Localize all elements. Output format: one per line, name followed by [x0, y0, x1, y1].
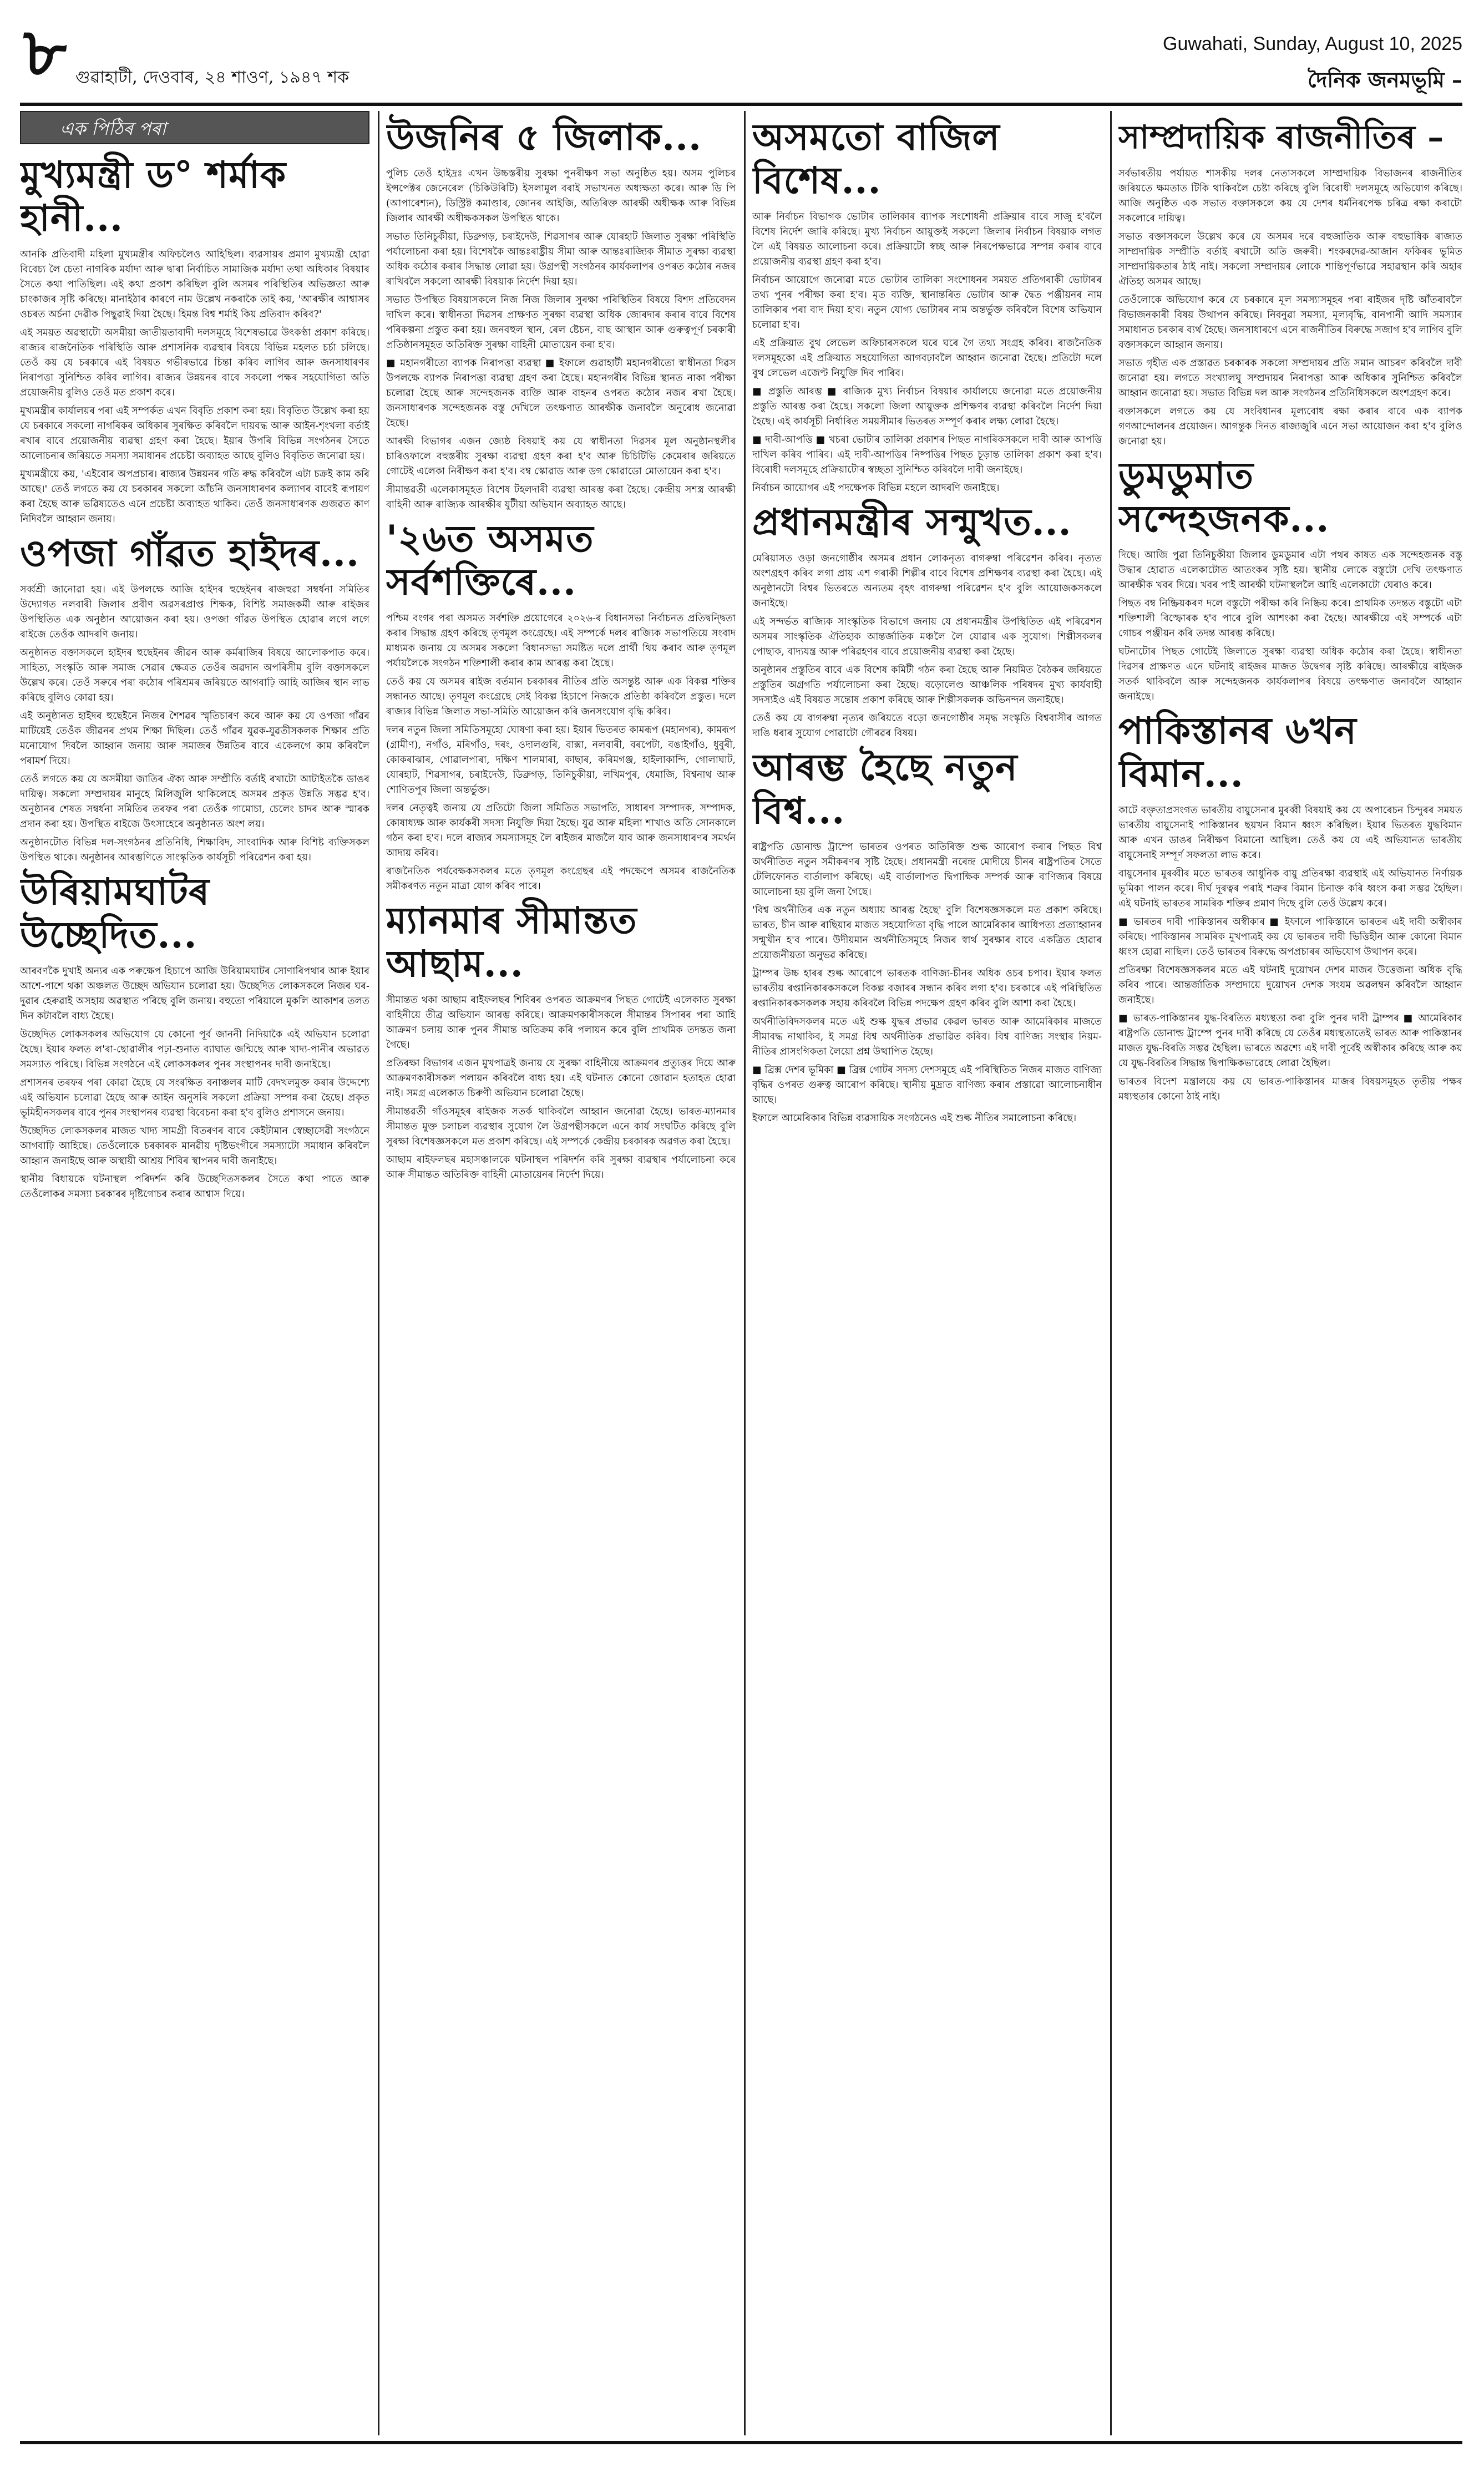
article-headline: সাম্প্ৰদায়িক ৰাজনীতিৰ – [1118, 118, 1445, 156]
header-divider [20, 103, 1462, 106]
article-voter-list [752, 115, 1102, 496]
article-uriamghat [20, 870, 369, 1202]
article-paragraph: এই সময়ত অৱস্থাটো অসমীয়া জাতীয়তাবাদী দলসমূহে বিশেষভাৱে উৎকণ্ঠা প্ৰকাশ কৰিছে। ৰাজ্যৰ ৰাজনৈতিক পৰিস্থিতি আৰু প্ৰশাসনিক ব্যৱস্থাৰ বিষয়ে বিভিন্ন মহলত চৰ্চা চলিছে। তেওঁ কয় যে চৰকাৰে এই বিষয়ত গভীৰভাৱে চিন্তা কৰিব লাগিব আৰু জনসাধাৰণৰ নিৰাপত্তা সুনিশ্চিত কৰিব লাগিব। ৰাজ্যৰ উন্নয়নৰ বাবে সকলো পক্ষৰ সহযোগিতা অতি প্ৰয়োজনীয় বুলিও তেওঁ মত প্ৰকাশ কৰে। [20, 327, 369, 398]
column-4 [1118, 111, 1462, 2435]
article-headline: প্ৰধানমন্ত্ৰীৰ সন্মুখত... [752, 500, 1072, 544]
article-cm-sharma [20, 153, 369, 527]
article-paragraph: এই অনুষ্ঠানত হাইদৰ হুছেইনে নিজৰ শৈশৱৰ স্মৃতিচাৰণ কৰে আৰু কয় যে ওপজা গাঁৱৰ মাটিয়েই তেওঁক জীৱনৰ প্ৰথম শিক্ষা দিছিল। তেওঁ গাঁৱৰ যুৱক-যুৱতীসকলক শিক্ষাৰ প্ৰতি মনোযোগ দিবলৈ আহ্বান জনায় আৰু সমাজৰ উন্নতিৰ বাবে একেলগে কাম কৰিবলৈ পৰামৰ্শ দিয়ে। [20, 711, 369, 767]
article-paragraph: প্ৰতিৰক্ষা বিশেষজ্ঞসকলৰ মতে এই ঘটনাই দুয়োখন দেশৰ মাজৰ উত্তেজনা অধিক বৃদ্ধি কৰিব পাৰে। আন্তৰ্জাতিক সম্প্ৰদায়ে দুয়োখন দেশক সংযম অৱলম্বন কৰিবলৈ আহ্বান জনাইছে। [1118, 965, 1462, 1006]
article-paragraph: সীমান্তৱৰ্তী এলেকাসমূহত বিশেষ টহলদাৰী ব্যৱস্থা আৰম্ভ কৰা হৈছে। কেন্দ্ৰীয় সশস্ত্ৰ আৰক্ষী বাহিনী আৰু ৰাজ্যিক আৰক্ষীৰ যুটীয়া অভিযান অব্যাহত আছে। [386, 484, 736, 510]
article-paragraph: অৰ্থনীতিবিদসকলৰ মতে এই শুল্ক যুদ্ধৰ প্ৰভাৱ কেৱল ভাৰত আৰু আমেৰিকাৰ মাজতে সীমাবদ্ধ নাথাকিব, ই সমগ্ৰ বিশ্ব অৰ্থনীতিক প্ৰভাৱিত কৰিব। বিশ্ব বাণিজ্য সংস্থাৰ নিয়ম-নীতিৰ প্ৰাসংগিকতা লৈয়ো প্ৰশ্ন উত্থাপিত হৈছে। [752, 1016, 1102, 1057]
column-3 [752, 111, 1102, 2435]
article-paragraph: তেওঁলোকে অভিযোগ কৰে যে চৰকাৰে মূল সমস্যাসমূহৰ পৰা ৰাইজৰ দৃষ্টি আঁতৰাবলৈ বিভাজনকাৰী বিষয় উত্থাপন কৰিছে। নিবনুৱা সমস্যা, মূল্যবৃদ্ধি, বানপানী আদি সমস্যাৰ সমাধানত চৰকাৰ ব্যৰ্থ হৈছে। জনসাধাৰণে এনে ৰাজনীতিৰ বিৰুদ্ধে সজাগ হ'ব লাগিব বুলি বক্তাসকলে আহ্বান জনায়। [1118, 295, 1462, 351]
assamese-date: গুৱাহাটী, দেওবাৰ, ২৪ শাওণ, ১৯৪৭ শক [75, 68, 350, 87]
article-26-election [386, 517, 736, 894]
article-paragraph: বায়ুসেনাৰ মুৰব্বীৰ মতে ভাৰতৰ আধুনিক বায়ু প্ৰতিৰক্ষা ব্যৱস্থাই এই অভিযানত নিৰ্ণায়ক ভূমিকা পালন কৰে। দীৰ্ঘ দূৰত্বৰ পৰাই শত্ৰুৰ বিমান চিনাক্ত কৰি ধ্বংস কৰা সম্ভৱ হৈছিল। এই ঘটনাই ভাৰতৰ সামৰিক শক্তিৰ প্ৰমাণ দিছে বুলি তেওঁ উল্লেখ কৰে। [1118, 868, 1462, 909]
article-paragraph: পিছত বম্ব নিষ্ক্ৰিয়কৰণ দলে বস্তুটো পৰীক্ষা কৰি নিষ্ক্ৰিয় কৰে। প্ৰাথমিক তদন্তত বস্তুটো এটা শক্তিশালী বিস্ফোৰক হ'ব পাৰে বুলি আশংকা কৰা হৈছে। আৰক্ষীয়ে এই সম্পৰ্কে এটা গোচৰ পঞ্জীয়ন কৰি তদন্ত আৰম্ভ কৰিছে। [1118, 598, 1462, 639]
article-paragraph: অনুষ্ঠানটোত বিভিন্ন দল-সংগঠনৰ প্ৰতিনিধি, শিক্ষাবিদ, সাংবাদিক আৰু বিশিষ্ট ব্যক্তিসকল উপস্থিত থাকে। অনুষ্ঠানৰ আৰম্ভণিতে সাংস্কৃতিক কাৰ্যসূচী পৰিৱেশন কৰা হয়। [20, 837, 369, 863]
article-paragraph: মুখ্যমন্ত্ৰীৰ কাৰ্যালয়ৰ পৰা এই সম্পৰ্কত এখন বিবৃতি প্ৰকাশ কৰা হয়। বিবৃতিত উল্লেখ কৰা হয় যে চৰকাৰে সকলো নাগৰিকৰ অধিকাৰ সুৰক্ষিত কৰিবলৈ দায়বদ্ধ আৰু আইন-শৃংখলা বৰ্তাই ৰখাৰ বাবে প্ৰয়োজনীয় ব্যৱস্থা গ্ৰহণ কৰা হৈছে। ইয়াৰ উপৰি বিভিন্ন সংগঠনৰ সৈতে আলোচনাৰ জৰিয়তে সমস্যা সমাধানৰ প্ৰচেষ্টা অব্যাহত আছে বুলিও বিবৃতিত জনোৱা হয়। [20, 406, 369, 462]
article-myanmar-border [386, 899, 736, 1183]
article-paragraph: ■ মহানগৰীতো ব্যাপক নিৰাপত্তা ব্যৱস্থা ■ ইফালে গুৱাহাটী মহানগৰীতো স্বাধীনতা দিৱস উপলক্ষে ব্যাপক নিৰাপত্তা ব্যৱস্থা গ্ৰহণ কৰা হৈছে। মহানগৰীৰ বিভিন্ন স্থানত নাকা পৰীক্ষা চলোৱা হৈছে আৰু সন্দেহজনক ব্যক্তি আৰু বাহনৰ ওপৰত কঠোৰ নজৰ ৰখা হৈছে। জনসাধাৰণক সন্দেহজনক বস্তু দেখিলে তৎক্ষণাত আৰক্ষীক জনাবলৈ অনুৰোধ জনোৱা হৈছে। [386, 358, 736, 429]
article-paragraph: প্ৰশাসনৰ তৰফৰ পৰা কোৱা হৈছে যে সংৰক্ষিত বনাঞ্চলৰ মাটি বেদখলমুক্ত কৰাৰ উদ্দেশ্যে এই অভিযান চলোৱা হৈছে আৰু আইন অনুসৰি সকলো প্ৰক্ৰিয়া সম্পন্ন কৰা হৈছে। প্ৰকৃত ভূমিহীনসকলৰ বাবে পুনৰ সংস্থাপনৰ ব্যৱস্থা বিবেচনা কৰা হ'ব বুলিও প্ৰশাসনে জনায়। [20, 1077, 369, 1118]
article-paragraph: সভাত বক্তাসকলে উল্লেখ কৰে যে অসমৰ দৰে বহুজাতিক আৰু বহুভাষিক ৰাজ্যত সাম্প্ৰদায়িক সম্প্ৰীতি বৰ্তাই ৰখাটো অতি জৰুৰী। শংকৰদেৱ-আজান ফকিৰৰ ভূমিত সাম্প্ৰদায়িকতাৰ ঠাই নাই। সকলো সম্প্ৰদায়ৰ লোকে শান্তিপূৰ্ণভাৱে সহাৱস্থান কৰি অহাৰ ঐতিহ্য অসমৰ আছে। [1118, 231, 1462, 287]
article-paragraph: অনুষ্ঠানৰ প্ৰস্তুতিৰ বাবে এক বিশেষ কমিটী গঠন কৰা হৈছে আৰু নিয়মিত বৈঠকৰ জৰিয়তে প্ৰস্তুতিৰ অগ্ৰগতি পৰ্যালোচনা কৰা হৈছে। বড়োলেণ্ড আঞ্চলিক পৰিষদৰ মুখ্য কাৰ্যবাহী সদস্যইও এই বিষয়ত সন্তোষ প্ৰকাশ কৰিছে আৰু শিল্পীসকলক অভিনন্দন জনাইছে। [752, 665, 1102, 706]
column-1 [20, 111, 369, 2435]
article-headline: পাকিস্তানৰ ৬খন বিমান... [1118, 709, 1357, 796]
article-paragraph: তেওঁ লগতে কয় যে অসমীয়া জাতিৰ ঐক্য আৰু সম্প্ৰীতি বৰ্তাই ৰখাটো আটাইতকৈ ডাঙৰ দায়িত্ব। সকলো সম্প্ৰদায়ৰ মানুহে মিলিজুলি থাকিলেহে অসমৰ প্ৰকৃত উন্নতি সম্ভৱ হ'ব। অনুষ্ঠানৰ শেষত সম্বৰ্ধনা সমিতিৰ তৰফৰ পৰা তেওঁক গামোচা, চেলেং চাদৰ আৰু স্মাৰক প্ৰদান কৰা হয়। উপস্থিত ৰাইজে উৎসাহেৰে অনুষ্ঠানত অংশ লয়। [20, 774, 369, 830]
article-paragraph: ■ ভাৰতৰ দাবী পাকিস্তানৰ অস্বীকাৰ ■ ইফালে পাকিস্তানে ভাৰতৰ এই দাবী অস্বীকাৰ কৰিছে। পাকিস্তানৰ সামৰিক মুখপাত্ৰই কয় যে ভাৰতৰ দাবী ভিত্তিহীন আৰু কোনো বিমান ধ্বংস হোৱা নাছিল। তেওঁ ভাৰতৰ বিৰুদ্ধে অপপ্ৰচাৰৰ অভিযোগ উত্থাপন কৰে। [1118, 916, 1462, 958]
article-paragraph: দলৰ নতুন জিলা সমিতিসমূহো ঘোষণা কৰা হয়। ইয়াৰ ভিতৰত কামৰূপ (মহানগৰ), কামৰূপ (গ্ৰামীণ), নগাঁও, মৰিগাঁও, দৰং, ওদালগুৰি, বাক্সা, নলবাৰী, বৰপেটা, বঙাইগাঁও, ধুবুৰী, কোকৰাঝাৰ, গোৱালপাৰা, দক্ষিণ শালমাৰা, কাছাৰ, কৰিমগঞ্জ, হাইলাকান্দি, গোলাঘাট, যোৰহাট, শিৱসাগৰ, চৰাইদেউ, ডিব্ৰুগড়, তিনিচুকীয়া, লখিমপুৰ, ধেমাজি, বিশ্বনাথ আৰু শোণিতপুৰ জিলা অন্তৰ্ভুক্ত। [386, 725, 736, 796]
article-paragraph: স্থানীয় বিধায়কে ঘটনাস্থল পৰিদৰ্শন কৰি উচ্ছেদিতসকলৰ সৈতে কথা পাতে আৰু তেওঁলোকৰ সমস্যা চৰকাৰৰ দৃষ্টিগোচৰ কৰাৰ আশ্বাস দিয়ে। [20, 1174, 369, 1200]
article-paragraph: আৰক্ষী বিভাগৰ এজন জ্যেষ্ঠ বিষয়াই কয় যে স্বাধীনতা দিৱসৰ মূল অনুষ্ঠানস্থলীৰ চাৰিওফালে বহুস্তৰীয় সুৰক্ষা ব্যৱস্থা গ্ৰহণ কৰা হ'ব আৰু চিচিটিভি কেমেৰাৰ জৰিয়তে গোটেই এলেকা নিৰীক্ষণ কৰা হ'ব। বম্ব স্কোৱাড আৰু ডগ স্কোৱাডো মোতায়েন কৰা হ'ব। [386, 436, 736, 477]
column-divider [744, 111, 746, 2435]
footer-divider [20, 2441, 1462, 2444]
article-paragraph: ■ প্ৰস্তুতি আৰম্ভ ■ ৰাজ্যিক মুখ্য নিৰ্বাচন বিষয়াৰ কাৰ্যালয়ে জনোৱা মতে প্ৰয়োজনীয় প্ৰস্তুতি আৰম্ভ কৰা হৈছে। সকলো জিলা আয়ুক্তক প্ৰশিক্ষণৰ ব্যৱস্থা কৰিবলৈ নিৰ্দেশ দিয়া হৈছে। এই কাৰ্যসূচী নিৰ্ধাৰিত সময়সীমাৰ ভিতৰত সম্পূৰ্ণ কৰাৰ লক্ষ্য লোৱা হৈছে। [752, 386, 1102, 427]
article-headline: অসমতো বাজিল বিশেষ... [752, 115, 1000, 202]
article-paragraph: উচ্ছেদিত লোকসকলৰ অভিযোগ যে কোনো পূৰ্ব জাননী নিদিয়াকৈ এই অভিযান চলোৱা হৈছে। ইয়াৰ ফলত ল'ৰা-ছোৱালীৰ পঢ়া-শুনাত ব্যাঘাত জন্মিছে আৰু খাদ্য-পানীৰ অভাৱত সমস্যাত পৰিছে। বিভিন্ন সংগঠনে এই লোকসকলৰ পুনৰ সংস্থাপনৰ দাবী জনাইছে। [20, 1029, 369, 1070]
column-divider [378, 111, 379, 2435]
article-new-world [752, 746, 1102, 1126]
article-headline: ডুমডুমাত সন্দেহজনক... [1118, 454, 1330, 540]
article-paragraph: নিৰ্বাচন আয়োগে জনোৱা মতে ভোটাৰ তালিকা সংশোধনৰ সময়ত প্ৰতিগৰাকী ভোটাৰৰ তথ্য পুনৰ পৰীক্ষা কৰা হ'ব। মৃত ব্যক্তি, স্থানান্তৰিত ভোটাৰ আৰু দ্বৈত পঞ্জীয়নৰ নাম তালিকাৰ পৰা বাদ দিয়া হ'ব। নতুন যোগ্য ভোটাৰৰ নাম অন্তৰ্ভুক্ত কৰিবলৈ বিশেষ অভিযান চলোৱা হ'ব। [752, 275, 1102, 331]
page-number: ৮ [23, 13, 67, 92]
article-headline: আৰম্ভ হৈছে নতুন বিশ্ব... [752, 746, 1018, 832]
article-paragraph: পুলিচ তেওঁ হাইদ্ৰঃ এখন উচ্চস্তৰীয় সুৰক্ষা পুনৰীক্ষণ সভা অনুষ্ঠিত হয়। অসম পুলিচৰ ইন্সপেক্টৰ জেনেৰেল (চিকিউৰিটি) ইসলামুল বৰাই সভাখনত অধ্যক্ষতা কৰে। আৰু ডি পি (আপাৰেশ্যন), ডিস্ট্ৰিক্ট কমাণ্ডাৰ, জোনৰ আইজি, অতিৰিক্ত আৰক্ষী অধীক্ষক আৰু বিভিন্ন জিলাৰ আৰক্ষী অধীক্ষকসকল উপস্থিত থাকে। [386, 168, 736, 224]
page-content [20, 111, 1462, 2435]
article-paragraph: দলৰ নেতৃত্বই জনায় যে প্ৰতিটো জিলা সমিতিত সভাপতি, সাধাৰণ সম্পাদক, সম্পাদক, কোষাধ্যক্ষ আৰু কাৰ্যকৰী সদস্য নিযুক্তি দিয়া হৈছে। যুৱ আৰু মহিলা শাখাও অতি সোনকালে গঠন কৰা হ'ব। দলে ৰাজ্যৰ সমস্যাসমূহ লৈ ৰাইজৰ মাজলৈ যাব আৰু জনসাধাৰণৰ সমৰ্থন আদায় কৰিব। [386, 803, 736, 859]
english-date: Guwahati, Sunday, August 10, 2025 [1163, 33, 1462, 54]
article-paragraph: ট্ৰাম্পৰ উচ্চ হাৰৰ শুল্ক আৰোপে ভাৰতক বাণিজ্য-চীনৰ অধিক ওচৰ চপাব। ইয়াৰ ফলত ভাৰতীয় ৰপ্তানিকাৰকসকলে বিকল্প বজাৰৰ সন্ধান কৰিব লগা হ'ব। চৰকাৰে এই পৰিস্থিতিত ৰপ্তানিকাৰকসকলক সহায় কৰিবলৈ বিভিন্ন পদক্ষেপ গ্ৰহণ কৰিব বুলি আশা কৰা হৈছে। [752, 968, 1102, 1009]
article-paragraph: ৰাজনৈতিক পৰ্যবেক্ষকসকলৰ মতে তৃণমূল কংগ্ৰেছৰ এই পদক্ষেপে অসমৰ ৰাজনৈতিক সমীকৰণত নতুন মাত্ৰা যোগ কৰিব পাৰে। [386, 866, 736, 892]
article-paragraph: সীমান্তৱৰ্তী গাঁওসমূহৰ ৰাইজক সতৰ্ক থাকিবলৈ আহ্বান জনোৱা হৈছে। ভাৰত-ম্যানমাৰ সীমান্তত মুক্ত চলাচল ব্যৱস্থাৰ সুযোগ লৈ উগ্ৰপন্থীসকলে এনে কাৰ্য সংঘটিত কৰিছে বুলি সুৰক্ষা বিশেষজ্ঞসকলে মত প্ৰকাশ কৰিছে। এই সম্পৰ্কে কেন্দ্ৰীয় চৰকাৰক অৱগত কৰা হৈছে। [386, 1106, 736, 1147]
article-paragraph: ঘটনাটোৰ পিছত গোটেই জিলাতে সুৰক্ষা ব্যৱস্থা অধিক কঠোৰ কৰা হৈছে। স্বাধীনতা দিৱসৰ প্ৰাক্ষণত এনে ঘটনাই ৰাইজৰ মাজত উদ্বেগৰ সৃষ্টি কৰিছে। আৰক্ষীয়ে ৰাইজক সতৰ্ক থাকিবলৈ আৰু সন্দেহজনক কাৰ্যকলাপৰ বিষয়ে তৎক্ষণাত জনাবলৈ আহ্বান জনাইছে। [1118, 646, 1462, 702]
masthead [20, 11, 1462, 105]
article-pakistan-planes [1118, 709, 1462, 1105]
article-paragraph: ইফালে আমেৰিকাৰ বিভিন্ন ব্যৱসায়িক সংগঠনেও এই শুল্ক নীতিৰ সমালোচনা কৰিছে। [752, 1113, 1077, 1124]
article-paragraph: মুখ্যমন্ত্ৰীয়ে কয়, 'এইবোৰ অপপ্ৰচাৰ। ৰাজ্যৰ উন্নয়নৰ গতি ৰুদ্ধ কৰিবলৈ এটা চক্ৰই কাম কৰি আছে।' তেওঁ লগতে কয় যে চৰকাৰৰ সকলো আঁচনি জনসাধাৰণৰ কল্যাণৰ বাবেই ৰূপায়ণ কৰা হৈছে আৰু ভৱিষ্যতেও এনে প্ৰচেষ্টা অব্যাহত থাকিব। তেওঁ জনসাধাৰণক গুজৱত কাণ নিদিবলৈ আহ্বান জনায়। [20, 469, 369, 525]
article-pm-bagurumba [752, 500, 1102, 741]
section-tab: এক পিঠিৰ পৰা [20, 111, 369, 144]
article-paragraph: ৰাষ্ট্ৰপতি ডোনাল্ড ট্ৰাম্পে ভাৰতৰ ওপৰত অতিৰিক্ত শুল্ক আৰোপ কৰাৰ পিছত বিশ্ব অৰ্থনীতিত নতুন সমীকৰণৰ সৃষ্টি হৈছে। প্ৰধানমন্ত্ৰী নৰেন্দ্ৰ মোদীয়ে চীনৰ ৰাষ্ট্ৰপতিৰ সৈতে টেলিফোনত বাৰ্তালাপ কৰিছে। এই বাৰ্তালাপত দ্বিপাক্ষিক সম্পৰ্ক আৰু বাণিজ্যৰ বিষয়ে আলোচনা হয় বুলি জনা গৈছে। [752, 842, 1102, 898]
article-paragraph: সীমান্তত থকা আছাম ৰাইফলছৰ শিবিৰৰ ওপৰত আক্ৰমণৰ পিছত গোটেই এলেকাত সুৰক্ষা বাহিনীয়ে তীব্ৰ অভিযান আৰম্ভ কৰিছে। আক্ৰমণকাৰীসকলে সীমান্তৰ সিপাৰৰ পৰা আহি আক্ৰমণ চলায় আৰু পুনৰ সীমান্ত অতিক্ৰম কৰি পলায়ন কৰে বুলি প্ৰাথমিক তদন্তত জনা গৈছে। [386, 995, 736, 1051]
article-paragraph: উচ্ছেদিত লোকসকলৰ মাজত খাদ্য সামগ্ৰী বিতৰণৰ বাবে কেইটামান স্বেচ্ছাসেৱী সংগঠনে আগবাঢ়ি আহিছে। তেওঁলোকে চৰকাৰক মানৱীয় দৃষ্টিভংগীৰে সমস্যাটো সমাধান কৰিবলৈ আহ্বান জনাইছে আৰু অস্থায়ী আশ্ৰয় শিবিৰ স্থাপনৰ দাবী জনাইছে। [20, 1126, 369, 1167]
article-paragraph: প্ৰতিৰক্ষা বিভাগৰ এজন মুখপাত্ৰই জনায় যে সুৰক্ষা বাহিনীয়ে আক্ৰমণৰ প্ৰত্যুত্তৰ দিয়ে আৰু আক্ৰমণকাৰীসকল পলায়ন কৰিবলৈ বাধ্য হয়। এই ঘটনাত কোনো জোৱান হতাহত হোৱা নাই। সমগ্ৰ এলেকাত চিৰুণী অভিযান চলোৱা হৈছে। [386, 1058, 736, 1099]
article-paragraph: আৰবণকৈ দুখাই অন্যৰ এক পৰুক্ষেপ হিচাপে আজি উৰিয়ামঘাটৰ সোণাৰিপথাৰ আৰু ইয়াৰ আশে-পাশে থকা অঞ্চলত উচ্ছেদ অভিযান চলোৱা হয়। উচ্ছেদিত লোকসকলে নিজৰ ঘৰ-দুৱাৰ হেৰুৱাই অসহায় অৱস্থাত পৰিছে বুলি জনায়। বহুতো পৰিয়ালে মুকলি আকাশৰ তলত দিন কটাবলৈ বাধ্য হৈছে। [20, 966, 369, 1022]
article-paragraph: অনুষ্ঠানত বক্তাসকলে হাইদৰ হুছেইনৰ জীৱন আৰু কৰ্মৰাজিৰ বিষয়ে আলোকপাত কৰে। সাহিত্য, সংস্কৃতি আৰু সমাজ সেৱাৰ ক্ষেত্ৰত তেওঁৰ অৱদান অপৰিসীম বুলি বক্তাসকলে উল্লেখ কৰে। তেওঁ সৰুৰে পৰা কঠোৰ পৰিশ্ৰমৰ জৰিয়তে আগবাঢ়ি আহি আজিৰ স্থান লাভ কৰিছে বুলিও কোৱা হয়। [20, 647, 369, 703]
article-headline: ওপজা গাঁৱত হাইদৰ... [20, 531, 359, 575]
article-paragraph: সৰ্বভাৰতীয় পৰ্যায়ত শাসকীয় দলৰ নেতাসকলে সাম্প্ৰদায়িক বিভাজনৰ ৰাজনীতিৰ জৰিয়তে ক্ষমতাত টিকি থাকিবলৈ চেষ্টা কৰিছে বুলি বিৰোধী দলসমূহে অভিযোগ কৰিছে। আজি অনুষ্ঠিত এক সভাত বক্তাসকলে কয় যে দেশৰ ধৰ্মনিৰপেক্ষ চৰিত্ৰ ৰক্ষা কৰাটো সকলোৰে দায়িত্ব। [1118, 168, 1462, 224]
article-paragraph: সভাত উপস্থিত বিষয়াসকলে নিজ নিজ জিলাৰ সুৰক্ষা পৰিস্থিতিৰ বিষয়ে বিশদ প্ৰতিবেদন দাখিল কৰে। স্বাধীনতা দিৱসৰ প্ৰাক্ষণত সুৰক্ষা ব্যৱস্থা অধিক জোৰদাৰ কৰাৰ বাবে বিশেষ পৰিকল্পনা প্ৰস্তুত কৰা হয়। জনবহুল স্থান, ৰেল ষ্টেচন, বাছ আস্থান আৰু গুৰুত্বপূৰ্ণ চৰকাৰী প্ৰতিষ্ঠানসমূহত অতিৰিক্ত সুৰক্ষা বাহিনী মোতায়েন কৰা হ'ব। [386, 295, 736, 351]
article-paragraph: মেৰিয়াসত ওড়া জনগোষ্ঠীৰ অসমৰ প্ৰধান লোকনৃত্য বাগৰুম্বা পৰিৱেশন কৰিব। নৃত্যত অংশগ্ৰহণ কৰিব লগা প্ৰায় এশ গৰাকী শিল্পীৰ বাবে বিশেষ প্ৰশিক্ষণৰ ব্যৱস্থা কৰা হৈছে। এই অনুষ্ঠানটো বিশ্বৰ ভিতৰতে অন্যতম বৃহৎ বাগৰুম্বা পৰিৱেশন হ'ব বুলি আয়োজকসকলে জনাইছে। [752, 553, 1102, 609]
article-paragraph: বক্তাসকলে লগতে কয় যে সংবিধানৰ মূল্যবোধ ৰক্ষা কৰাৰ বাবে এক ব্যাপক গণআন্দোলনৰ প্ৰয়োজন। আগন্তুক দিনত ৰাজ্যজুৰি এনে সভা আয়োজন কৰা হ'ব বুলিও জনোৱা হয়। [1118, 406, 1462, 447]
article-paragraph: ■ দাবী-আপত্তি ■ খচৰা ভোটাৰ তালিকা প্ৰকাশৰ পিছত নাগৰিকসকলে দাবী আৰু আপত্তি দাখিল কৰিব পাৰিব। এই দাবী-আপত্তিৰ নিষ্পত্তিৰ পিছত চূড়ান্ত তালিকা প্ৰকাশ কৰা হ'ব। বিৰোধী দলসমূহে প্ৰক্ৰিয়াটোৰ স্বচ্ছতা সুনিশ্চিত কৰিবলৈ দাবী জনাইছে। [752, 434, 1102, 475]
article-paragraph: এই সন্দৰ্ভত ৰাজ্যিক সাংস্কৃতিক বিভাগে জনায় যে প্ৰধানমন্ত্ৰীৰ উপস্থিতিত এই পৰিৱেশন অসমৰ সাংস্কৃতিক ঐতিহ্যক আন্তৰ্জাতিক মঞ্চলৈ লৈ যোৱাৰ এক সুযোগ। শিল্পীসকলৰ পোছাক, বাদ্যযন্ত্ৰ আৰু পৰিৱহণৰ বাবে প্ৰয়োজনীয় ব্যৱস্থা কৰা হৈছে। [752, 616, 1102, 657]
article-doomdooma [1118, 454, 1462, 705]
article-upper-assam-districts [386, 115, 736, 513]
article-headline: মুখ্যমন্ত্ৰী ড° শৰ্মাক হানী... [20, 153, 287, 240]
article-headline: উজনিৰ ৫ জিলাক... [386, 115, 702, 159]
column-divider [1110, 111, 1112, 2435]
article-paragraph: আছাম ৰাইফলছৰ মহাসঞ্চালকে ঘটনাস্থল পৰিদৰ্শন কৰি সুৰক্ষা ব্যৱস্থাৰ পৰ্যালোচনা কৰে আৰু সীমান্তত অতিৰিক্ত বাহিনী মোতায়েনৰ নিৰ্দেশ দিয়ে। [386, 1154, 736, 1181]
article-paragraph: সভাত গৃহীত এক প্ৰস্তাৱত চৰকাৰক সকলো সম্প্ৰদায়ৰ প্ৰতি সমান আচৰণ কৰিবলৈ দাবী জনোৱা হয়। লগতে সংখ্যালঘু সম্প্ৰদায়ৰ নিৰাপত্তা আৰু অধিকাৰ সুনিশ্চিত কৰিবলৈ আহ্বান জনোৱা হয়। সভাত বিভিন্ন দল আৰু সংগঠনৰ প্ৰতিনিধিসকলে অংশগ্ৰহণ কৰে। [1118, 358, 1462, 399]
article-paragraph: নিৰ্বাচন আয়োগৰ এই পদক্ষেপক বিভিন্ন মহলে আদৰণি জনাইছে। [752, 483, 1000, 494]
article-paragraph: ■ ব্ৰিক্স দেশৰ ভূমিকা ■ ব্ৰিক্স গোটৰ সদস্য দেশসমূহে এই পৰিস্থিতিত নিজৰ মাজত বাণিজ্য বৃদ্ধিৰ ওপৰত গুৰুত্ব আৰোপ কৰিছে। স্থানীয় মুদ্ৰাত বাণিজ্য কৰাৰ প্ৰস্তাৱো আলোচনাধীন আছে। [752, 1065, 1102, 1106]
article-headline: '২৬ত অসমত সৰ্বশক্তিৰে... [386, 517, 594, 604]
column-2 [386, 111, 736, 2435]
newspaper-name: দৈনিক জনমভূমি – [1308, 67, 1462, 92]
article-paragraph: আৰু নিৰ্বাচন বিভাগক ভোটাৰ তালিকাৰ ব্যাপক সংশোধনী প্ৰক্ৰিয়াৰ বাবে সাজু হ'বলৈ বিশেষ নিৰ্দেশ জাৰি কৰিছে। মুখ্য নিৰ্বাচন আয়ুক্তই সকলো জিলাৰ নিৰ্বাচন বিষয়াক লগত লৈ এই বিষয়ত আলোচনা কৰে। প্ৰক্ৰিয়াটো স্বচ্ছ আৰু নিৰপেক্ষভাৱে সম্পন্ন কৰাৰ বাবে প্ৰয়োজনীয় ব্যৱস্থা গ্ৰহণ কৰা হ'ব। [752, 211, 1102, 267]
article-paragraph: তেওঁ কয় যে বাগৰুম্বা নৃত্যৰ জৰিয়তে বড়ো জনগোষ্ঠীৰ সমৃদ্ধ সংস্কৃতি বিশ্ববাসীৰ আগত দাঙি ধৰাৰ সুযোগ পোৱাটো গৌৰৱৰ বিষয়। [752, 713, 1102, 739]
article-paragraph: সভাত তিনিচুকীয়া, ডিব্ৰুগড়, চৰাইদেউ, শিৱসাগৰ আৰু যোৰহাট জিলাত সুৰক্ষা পৰিস্থিতি পৰ্যালোচনা কৰা হয়। বিশেষকৈ আন্তঃৰাষ্ট্ৰীয় সীমা আৰু আন্তঃৰাজ্যিক সীমাত সুৰক্ষা ব্যৱস্থা অধিক কঠোৰ কৰাৰ সিদ্ধান্ত লোৱা হয়। উগ্ৰপন্থী সংগঠনৰ কাৰ্যকলাপৰ ওপৰত কঠোৰ নজৰ ৰাখিবলৈ সকলো আৰক্ষী বিষয়াক নিৰ্দেশ দিয়া হয়। [386, 231, 736, 287]
article-paragraph: 'বিশ্ব অৰ্থনীতিৰ এক নতুন অধ্যায় আৰম্ভ হৈছে' বুলি বিশেষজ্ঞসকলে মত প্ৰকাশ কৰিছে। ভাৰত, চীন আৰু ৰাছিয়াৰ মাজত সহযোগিতা বৃদ্ধি পালে আমেৰিকাৰ আধিপত্য প্ৰত্যাহ্বানৰ সন্মুখীন হ'ব পাৰে। উদীয়মান অৰ্থনীতিসমূহে নিজৰ স্বাৰ্থ সুৰক্ষাৰ বাবে একত্ৰিত হোৱাৰ প্ৰয়োজনীয়তা অনুভৱ কৰিছে। [752, 905, 1102, 961]
article-paragraph: পশ্চিম বংগৰ পৰা অসমত সৰ্বশক্তি প্ৰয়োগেৰে ২০২৬-ৰ বিধানসভা নিৰ্বাচনত প্ৰতিদ্বন্দ্বিতা কৰাৰ সিদ্ধান্ত গ্ৰহণ কৰিছে তৃণমূল কংগ্ৰেছে। এই সম্পৰ্কে দলৰ ৰাজ্যিক সভাপতিয়ে সংবাদ মাধ্যমক জনায় যে অসমৰ সকলো বিধানসভা সমষ্টিত দলে প্ৰাৰ্থী থিয় কৰাব আৰু তৃণমূল পৰ্যায়লৈকে সংগঠন শক্তিশালী কৰাৰ কাম আৰম্ভ কৰা হৈছে। [386, 613, 736, 669]
article-paragraph: দিছে। আজি পুৱা তিনিচুকীয়া জিলাৰ ডুমডুমাৰ এটা পথৰ কাষত এক সন্দেহজনক বস্তু উদ্ধাৰ হোৱাত এলেকাটোত আতংকৰ সৃষ্টি হয়। স্থানীয় লোকে বস্তুটো দেখি তৎক্ষণাত আৰক্ষীক খবৰ দিয়ে। খবৰ পাই আৰক্ষী ঘটনাস্থললৈ আহি এলেকাটো ঘেৰাও কৰে। [1118, 550, 1462, 591]
article-paragraph: ভাৰতৰ বিদেশ মন্ত্ৰালয়ে কয় যে ভাৰত-পাকিস্তানৰ মাজৰ বিষয়সমূহত তৃতীয় পক্ষৰ মধ্যস্থতাৰ কোনো ঠাই নাই। [1118, 1076, 1462, 1102]
article-paragraph: তেওঁ কয় যে অসমৰ ৰাইজ বৰ্তমান চৰকাৰৰ নীতিৰ প্ৰতি অসন্তুষ্ট আৰু এক বিকল্প শক্তিৰ সন্ধানত আছে। তৃণমূল কংগ্ৰেছে সেই বিকল্প হিচাপে নিজকে প্ৰতিষ্ঠা কৰিবলৈ প্ৰস্তুত। দলে ৰাজ্যৰ বিভিন্ন জিলাত সভা-সমিতি আয়োজন কৰি জনসংযোগ বৃদ্ধি কৰিব। [386, 676, 736, 717]
article-haider [20, 531, 369, 865]
article-communal-politics [1118, 115, 1462, 449]
article-headline: উৰিয়ামঘাটৰ উচ্ছেদিত... [20, 870, 210, 956]
article-paragraph: সৰ্ব্বশ্ৰী জানোৱা হয়। এই উপলক্ষে আজি হাইদৰ হুছেইনৰ ৰাজহুৱা সম্বৰ্ধনা সমিতিৰ উদ্যোগত নলবাৰী জিলাৰ প্ৰবীণ অৱসৰপ্ৰাপ্ত শিক্ষক, বিশিষ্ট সমাজকৰ্মী আৰু ৰাইজৰ উপস্থিতিত এক অনুষ্ঠান আয়োজন কৰা হয়। ওপজা গাঁৱত উপস্থিত হোৱাৰ লগে লগে ৰাইজে তেওঁক আদৰণি জনায়। [20, 584, 369, 640]
article-headline: ম্যানমাৰ সীমান্তত আছাম... [386, 899, 637, 985]
article-paragraph: ■ ভাৰত-পাকিস্তানৰ যুদ্ধ-বিৰতিত মধ্যস্থতা কৰা বুলি পুনৰ দাবী ট্ৰাম্পৰ ■ আমেৰিকাৰ ৰাষ্ট্ৰপতি ডোনাল্ড ট্ৰাম্পে পুনৰ দাবী কৰিছে যে তেওঁৰ মধ্যস্থতাতেই ভাৰত আৰু পাকিস্তানৰ মাজত যুদ্ধ-বিৰতি সম্ভৱ হৈছিল। ভাৰতে অৱশ্যে এই দাবী পূৰ্বেই অস্বীকাৰ কৰিছে আৰু কয় যে যুদ্ধ-বিৰতিৰ সিদ্ধান্ত দ্বিপাক্ষিকভাৱেহে লোৱা হৈছিল। [1118, 1013, 1462, 1069]
article-paragraph: আনকি প্ৰতিবাদী মহিলা মুখ্যমন্ত্ৰীৰ অফিচলৈও আহিছিল। ব্যৱসায়ৰ প্ৰমাণ মুখ্যমন্ত্ৰী হোৱা বিবেচ্য লৈ চেতা নাগৰিক মৰ্যাদা আৰু দ্বাৰা নিৰ্বাচিত সামাজিক মৰ্যাদা তথা অধিকাৰ বিষয়াৰ সৈতে কথা পাতিছিল। এই কথা প্ৰকাশ কৰিছিল বুলি অসমৰ পৰিস্থিতিৰ অভিজ্ঞতা আৰু চাংকাজৰ সৃষ্টি কৰিছে। মানাইঠাৰ কাৰণে নাম উল্লেখ নকৰাকৈ তাই কয়, 'আৰক্ষীৰ আশ্বাসৰ ওচৰত অৰ্চনা দেৱীক পিছুৱাই দিয়া হৈছে। হিমন্ত বিশ্ব শৰ্মাই কিয় প্ৰতিবাদ কৰিব?' [20, 249, 369, 320]
article-paragraph: এই প্ৰক্ৰিয়াত বুথ লেভেল অফিচাৰসকলে ঘৰে ঘৰে গৈ তথ্য সংগ্ৰহ কৰিব। ৰাজনৈতিক দলসমূহকো এই প্ৰক্ৰিয়াত সহযোগিতা আগবঢ়াবলৈ আহ্বান জনোৱা হৈছে। প্ৰতিটো দলে বুথ লেভেল এজেণ্ট নিযুক্তি দিব পাৰিব। [752, 338, 1102, 379]
article-paragraph: কাটে বক্তৃতাপ্ৰসংগত ভাৰতীয় বায়ুসেনাৰ মুৰব্বী বিষয়াই কয় যে অপাৰেচন চিন্দুৰৰ সময়ত ভাৰতীয় বায়ুসেনাই পাকিস্তানৰ ছয়খন বিমান ধ্বংস কৰিছিল। ইয়াৰ ভিতৰত যুদ্ধবিমান আৰু এখন ডাঙৰ নিৰীক্ষণ বিমানো আছিল। তেওঁ কয় যে এই অভিযানত ভাৰতীয় বায়ুসেনাই সম্পূৰ্ণ সফলতা লাভ কৰে। [1118, 805, 1462, 861]
